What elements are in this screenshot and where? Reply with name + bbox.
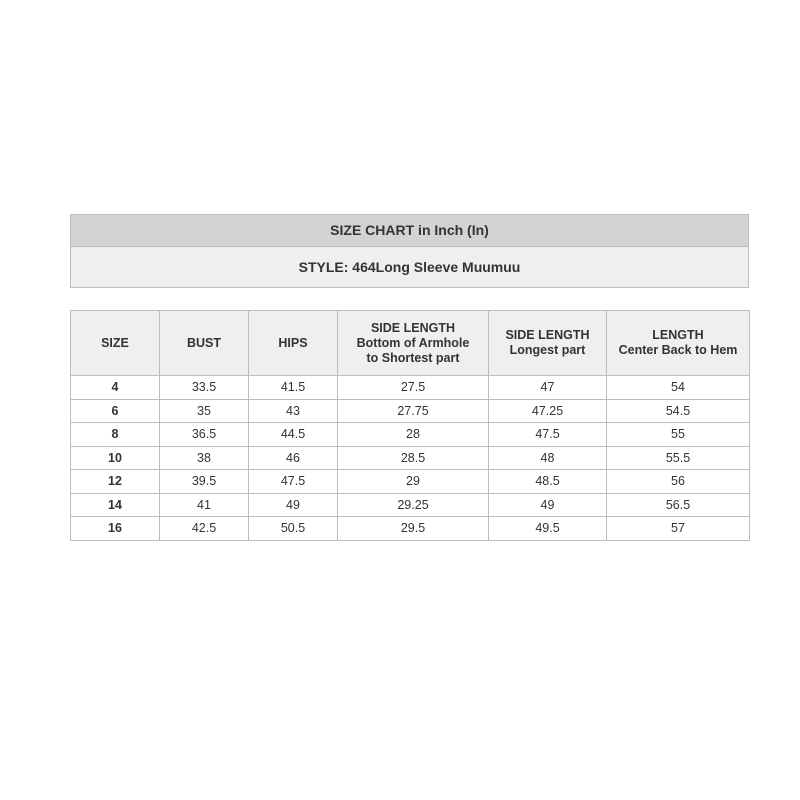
measurement-cell: 54 <box>607 376 750 400</box>
measurement-cell: 47.5 <box>249 470 338 494</box>
measurement-cell: 56.5 <box>607 493 750 517</box>
table-row <box>71 446 750 470</box>
column-header <box>249 311 338 376</box>
column-header-line: LENGTH <box>652 328 704 342</box>
size-chart-header <box>70 214 749 288</box>
measurement-cell: 33.5 <box>160 376 249 400</box>
column-header <box>160 311 249 376</box>
measurement-cell: 49.5 <box>489 517 607 541</box>
size-cell: 8 <box>71 423 160 447</box>
column-header-line: SIDE LENGTH <box>505 328 590 342</box>
size-cell: 16 <box>71 517 160 541</box>
chart-title: SIZE CHART in Inch (In) <box>71 215 748 247</box>
table-row <box>71 470 750 494</box>
column-header-line: Center Back to Hem <box>618 343 738 357</box>
column-header <box>71 311 160 376</box>
measurement-cell: 50.5 <box>249 517 338 541</box>
column-header-line: BUST <box>186 335 222 350</box>
column-header-line: Bottom of Armhole <box>356 335 470 350</box>
measurement-cell: 55.5 <box>607 446 750 470</box>
column-header-line: Longest part <box>509 343 586 357</box>
table-header-row <box>71 311 750 376</box>
measurement-cell: 27.5 <box>338 376 489 400</box>
measurement-cell: 39.5 <box>160 470 249 494</box>
measurement-cell: 55 <box>607 423 750 447</box>
measurement-cell: 28.5 <box>338 446 489 470</box>
measurement-cell: 49 <box>249 493 338 517</box>
size-cell: 6 <box>71 399 160 423</box>
measurement-cell: 47.5 <box>489 423 607 447</box>
measurement-cell: 29.25 <box>338 493 489 517</box>
column-header-line: to Shortest part <box>366 350 460 365</box>
measurement-cell: 27.75 <box>338 399 489 423</box>
measurement-cell: 47.25 <box>489 399 607 423</box>
style-name: STYLE: 464Long Sleeve Muumuu <box>71 247 748 287</box>
measurement-cell: 29 <box>338 470 489 494</box>
measurement-cell: 35 <box>160 399 249 423</box>
size-cell: 4 <box>71 376 160 400</box>
size-cell: 14 <box>71 493 160 517</box>
table-row <box>71 493 750 517</box>
size-cell: 10 <box>71 446 160 470</box>
column-header-line: SIDE LENGTH <box>370 320 456 335</box>
size-cell: 12 <box>71 470 160 494</box>
table-row <box>71 517 750 541</box>
measurement-cell: 48.5 <box>489 470 607 494</box>
measurement-cell: 38 <box>160 446 249 470</box>
measurement-cell: 41.5 <box>249 376 338 400</box>
measurement-cell: 48 <box>489 446 607 470</box>
measurement-cell: 41 <box>160 493 249 517</box>
measurement-cell: 36.5 <box>160 423 249 447</box>
measurement-cell: 28 <box>338 423 489 447</box>
measurement-cell: 29.5 <box>338 517 489 541</box>
column-header <box>338 311 489 376</box>
table-row <box>71 423 750 447</box>
measurement-cell: 42.5 <box>160 517 249 541</box>
measurement-cell: 57 <box>607 517 750 541</box>
measurement-cell: 46 <box>249 446 338 470</box>
measurement-cell: 43 <box>249 399 338 423</box>
measurement-cell: 54.5 <box>607 399 750 423</box>
table-row <box>71 376 750 400</box>
column-header <box>607 311 750 376</box>
size-table <box>70 310 750 541</box>
column-header <box>489 311 607 376</box>
measurement-cell: 44.5 <box>249 423 338 447</box>
table-row <box>71 399 750 423</box>
measurement-cell: 47 <box>489 376 607 400</box>
measurement-cell: 49 <box>489 493 607 517</box>
measurement-cell: 56 <box>607 470 750 494</box>
column-header-line: SIZE <box>101 335 129 350</box>
column-header-line: HIPS <box>278 335 308 350</box>
